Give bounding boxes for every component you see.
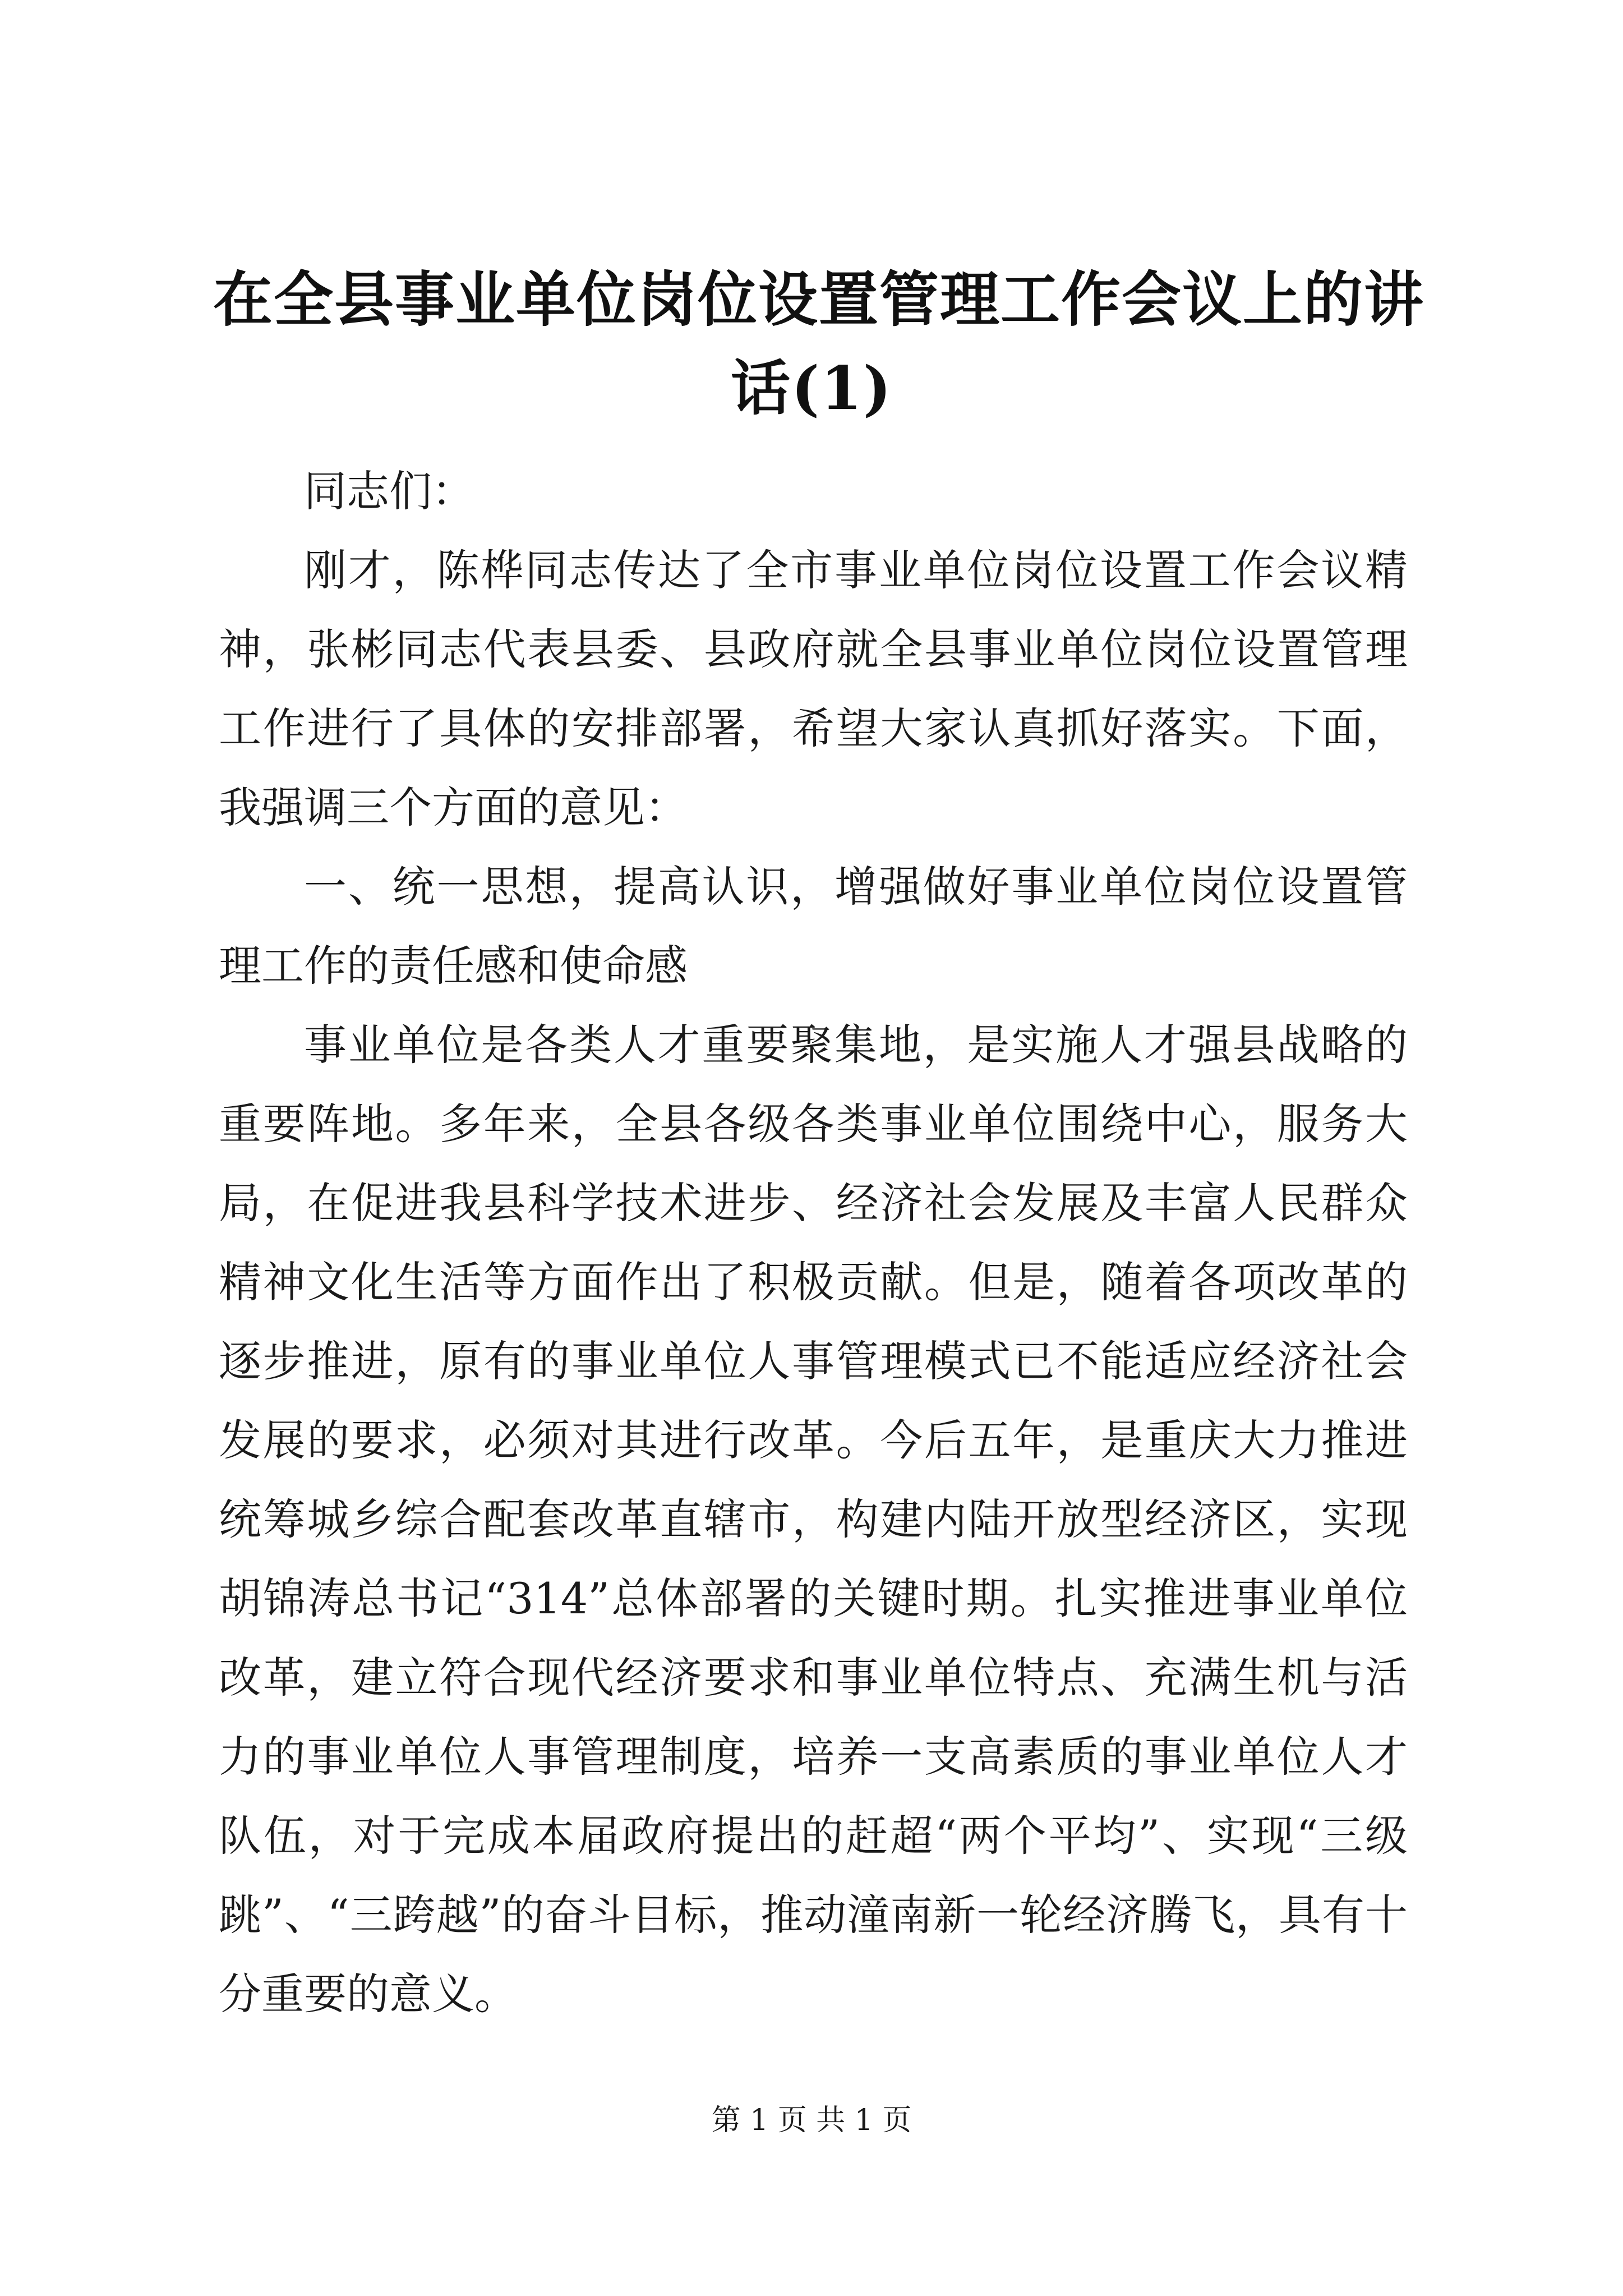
- page-footer: 第 1 页 共 1 页: [711, 2104, 912, 2137]
- document-body: [219, 452, 1408, 2033]
- body-paragraph: 事业单位是各类人才重要聚集地，是实施人才强县战略的重要阵地。多年来，全县各级各类事业单位围绕中心，服务大局，在促进我县科学技术进步、经济社会发展及丰富人民群众精神文化生活等方面作出了积极贡献。但是，随着各项改革的逐步推进，原有的事业单位人事管理模式已不能适应经济社会发展的要求，必须对其进行改革。今后五年，是重庆大力推进统筹城乡综合配套改革直辖市，构建内陆开放型经济区，实现胡锦涛总书记“314”总体部署的关键时期。扎实推进事业单位改革，建立符合现代经济要求和事业单位特点、充满生机与活力的事业单位人事管理制度，培养一支高素质的事业单位人才队伍，对于完成本届政府提出的赶超“两个平均”、实现“三级跳”、“三跨越”的奋斗目标，推动潼南新一轮经济腾飞，具有十分重要的意义。: [219, 1020, 1408, 2019]
- salutation-paragraph: 同志们：: [304, 466, 474, 516]
- title-line-2: 话(1): [730, 353, 893, 423]
- opening-paragraph: 刚才，陈桦同志传达了全市事业单位岗位设置工作会议精神，张彬同志代表县委、县政府就全县事业单位岗位设置管理工作进行了具体的安排部署，希望大家认真抓好落实。下面，我强调三个方面的意见：: [219, 545, 1408, 832]
- document-title: [213, 255, 1424, 432]
- section-heading-paragraph: 一、统一思想，提高认识，增强做好事业单位岗位设置管理工作的责任感和使命感: [219, 862, 1408, 991]
- title-line-1: 在全县事业单位岗位设置管理工作会议上的讲: [213, 264, 1424, 334]
